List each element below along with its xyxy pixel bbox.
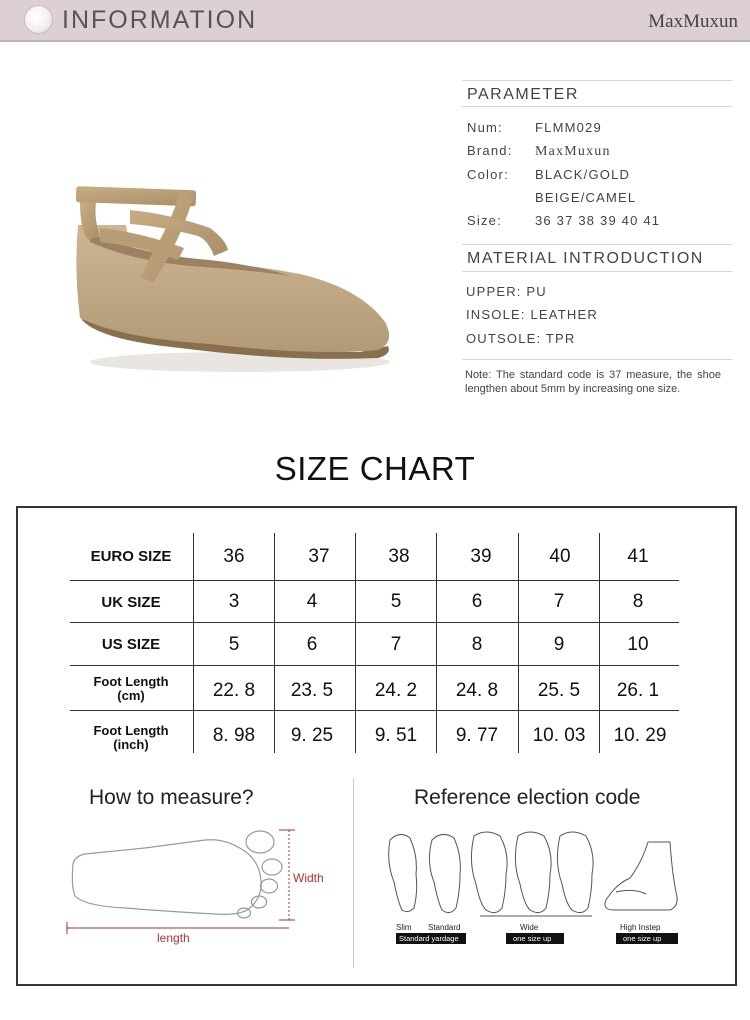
table-cell: 5 xyxy=(228,634,240,655)
table-rule xyxy=(70,622,679,623)
param-color-2 xyxy=(467,190,636,205)
param-label: Num: xyxy=(467,120,503,135)
table-rule xyxy=(70,665,679,666)
panel-rule xyxy=(462,271,732,272)
label-slim: Slim xyxy=(396,923,412,932)
standard-foot xyxy=(429,834,460,912)
measure-title: How to measure? xyxy=(89,786,254,809)
material-upper: UPPER: PU xyxy=(466,284,547,299)
table-cell: 6 xyxy=(306,634,318,655)
shoe-image xyxy=(60,170,400,380)
param-value: BEIGE/CAMEL xyxy=(535,190,637,205)
page-title: INFORMATION xyxy=(62,6,258,34)
wide-foot xyxy=(515,832,551,913)
parameter-title: PARAMETER xyxy=(467,86,579,103)
table-cell: 7 xyxy=(553,591,565,612)
table-cell: 40 xyxy=(549,546,571,567)
row-label-line: (inch) xyxy=(113,737,149,752)
wide-foot xyxy=(471,832,507,913)
param-color xyxy=(467,167,630,182)
wide-foot xyxy=(557,832,593,913)
table-cell: 10 xyxy=(627,634,649,655)
table-cell: 24. 2 xyxy=(374,680,418,701)
toe-shape xyxy=(261,879,278,893)
table-cell: 3 xyxy=(228,591,240,612)
param-value: MaxMuxun xyxy=(535,144,611,159)
row-label-uk: UK SIZE xyxy=(101,594,161,611)
toe-shape xyxy=(246,831,274,853)
param-value: FLMM029 xyxy=(535,120,602,135)
table-cell: 9. 77 xyxy=(455,725,499,746)
width-label: Width xyxy=(293,871,324,885)
size-note: Note: The standard code is 37 measure, the shoe lengthen about 5mm by increasing one size. xyxy=(465,369,721,395)
instep-curve xyxy=(616,890,646,894)
panel-rule xyxy=(462,244,732,245)
param-value: 36 37 38 39 40 41 xyxy=(535,213,661,228)
row-label-line: Foot Length xyxy=(93,723,169,738)
table-cell: 9. 51 xyxy=(374,725,418,746)
table-cell: 10. 03 xyxy=(532,725,586,746)
material-insole: INSOLE: LEATHER xyxy=(466,307,598,322)
table-cell: 4 xyxy=(306,591,318,612)
high-instep-foot xyxy=(605,842,677,910)
slim-foot xyxy=(389,834,417,911)
label-standard: Standard xyxy=(428,923,461,932)
row-label-line: (cm) xyxy=(117,688,145,703)
toe-shape xyxy=(262,859,282,875)
table-cell: 9. 25 xyxy=(290,725,334,746)
table-cell: 25. 5 xyxy=(537,680,581,701)
param-label: Color: xyxy=(467,167,509,182)
table-cell: 39 xyxy=(470,546,492,567)
table-cell: 8. 98 xyxy=(212,725,256,746)
label-high-instep: High Instep xyxy=(620,923,661,932)
table-cell: 41 xyxy=(627,546,649,567)
table-cell: 8 xyxy=(632,591,644,612)
table-cell: 22. 8 xyxy=(212,680,256,701)
table-cell: 10. 29 xyxy=(613,725,667,746)
row-label-line: Foot Length xyxy=(93,674,169,689)
material-outsole: OUTSOLE: TPR xyxy=(466,331,576,346)
table-cell: 26. 1 xyxy=(616,680,660,701)
size-chart-title: SIZE CHART xyxy=(274,450,476,487)
material-title: MATERIAL INTRODUCTION xyxy=(467,250,704,267)
tag-high: one size up xyxy=(623,934,662,943)
row-label-cm xyxy=(70,675,192,703)
length-label: length xyxy=(157,931,190,945)
param-num xyxy=(467,120,602,135)
param-label: Size: xyxy=(467,213,502,228)
panel-rule xyxy=(462,80,732,81)
tag-wide: one size up xyxy=(513,934,552,943)
table-cell: 8 xyxy=(471,634,483,655)
foot-measure-diagram xyxy=(65,824,335,954)
row-label-inch xyxy=(70,724,192,752)
brand-logo: MaxMuxun xyxy=(648,11,738,32)
toe-shape xyxy=(252,896,267,908)
row-label-euro: EURO SIZE xyxy=(90,548,172,565)
section-divider xyxy=(353,778,354,968)
param-label: Brand: xyxy=(467,143,513,158)
table-cell: 6 xyxy=(471,591,483,612)
reference-title: Reference election code xyxy=(414,786,641,809)
foot-type-reference xyxy=(380,822,690,952)
table-cell: 9 xyxy=(553,634,565,655)
circle-icon xyxy=(24,5,53,34)
param-value: BLACK/GOLD xyxy=(535,167,631,182)
table-cell: 37 xyxy=(308,546,330,567)
table-cell: 7 xyxy=(390,634,402,655)
table-rule xyxy=(70,710,679,711)
table-rule xyxy=(70,580,679,581)
table-cell: 36 xyxy=(223,546,245,567)
param-brand xyxy=(467,143,611,160)
tag-standard: Standard yardage xyxy=(399,934,459,943)
row-label-us: US SIZE xyxy=(101,636,161,653)
panel-rule xyxy=(462,106,732,107)
table-cell: 38 xyxy=(388,546,410,567)
param-size xyxy=(467,213,660,228)
table-cell: 23. 5 xyxy=(290,680,334,701)
table-cell: 5 xyxy=(390,591,402,612)
table-cell: 24. 8 xyxy=(455,680,499,701)
header-divider xyxy=(0,40,750,42)
label-wide: Wide xyxy=(520,923,539,932)
panel-rule xyxy=(462,359,732,360)
